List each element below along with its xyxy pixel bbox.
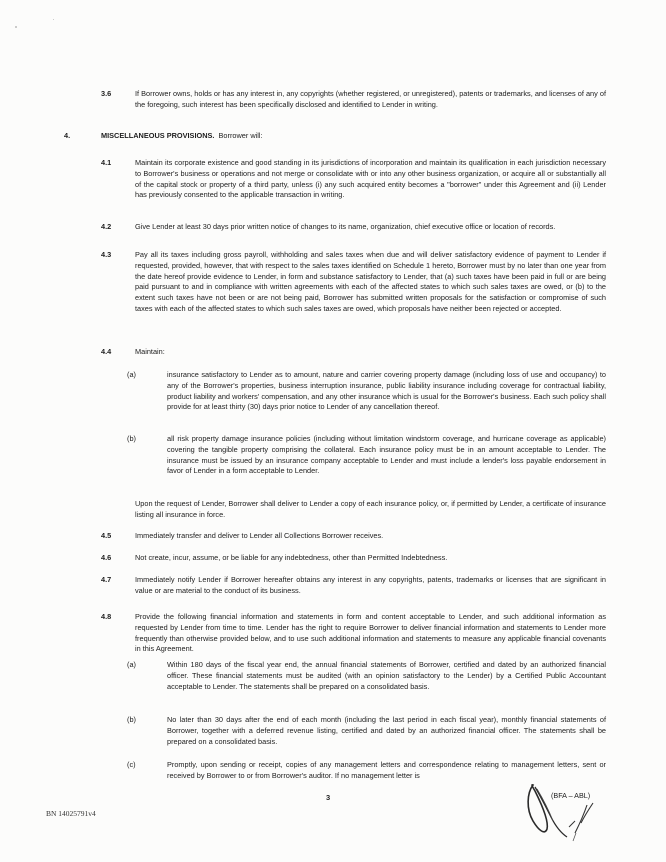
clause-closing-paragraph: Upon the request of Lender, Borrower shall deliver to Lender a copy of each insurance policy, or, if permitted by Lender, a certificate of insurance listing all insurance in force. bbox=[135, 499, 606, 519]
sub-item-text: all risk property damage insurance policies (including without limitation windstorm coverage, and hurricane coverage as applicable) covering the tangible property comprising the collateral. Each insurance policy must be in an amount acceptable to Lender. The insurance must be issued by an insurance company acceptable to Lender and must include a lender's loss payable endorsement in favor of Lender in a form acceptable to Lender. bbox=[167, 434, 606, 476]
clause-number: 4.3 bbox=[101, 250, 112, 259]
sub-item-label: (b) bbox=[127, 715, 136, 724]
scan-speck bbox=[15, 26, 17, 28]
sub-item-label: (a) bbox=[127, 660, 136, 669]
sub-item-text: No later than 30 days after the end of each month (including the last period in each fiscal year), monthly financial statements of Borrower, together with a deferred revenue listing, certified and dated by an authorized financial officer. The statements shall be prepared on a consolidated basis. bbox=[167, 715, 606, 746]
clause-text: Provide the following financial information and statements in form and content acceptable to Lender, and such additional information as requested by Lender from time to time. Lender has the right to require Borrower to deliver financial information and statements to Lender more frequently than otherwise provided below, and to use such additional information and statements to measure any applicable financial covenants in this Agreement. bbox=[135, 612, 606, 654]
clause-text: Immediately notify Lender if Borrower hereafter obtains any interest in any copyrights, patents, trademarks or licenses that are significant in value or are material to the conduct of its business. bbox=[135, 575, 606, 595]
sub-item-label: (c) bbox=[127, 760, 136, 769]
clause-text: Maintain its corporate existence and good standing in its jurisdictions of incorporation and maintain its qualification in each jurisdiction necessary to Borrower's business or operations and not merge or consolidate with or into any other business organization, or acquire all or substantially all of the capital stock or property of a third party, unless (i) any such acquired entity becomes a "borrower" under this Agreement and (ii) Lender has previously consented to the applicable transaction in writing. bbox=[135, 158, 606, 200]
signature-initials-icon bbox=[523, 781, 613, 847]
sub-item-text: insurance satisfactory to Lender as to amount, nature and carrier covering property damage (including loss of use and occupancy) to any of the Borrower's properties, business interruption insurance, public liability insurance including coverage for contractual liability, product liability and workers' compensation, and any other insurance which is usual for the Borrower's business. Each such policy shall provide for at least thirty (30) days prior notice to Lender of any cancellation thereof. bbox=[167, 370, 606, 412]
sub-item-label: (b) bbox=[127, 434, 136, 443]
scan-speck bbox=[53, 19, 54, 20]
clause-number: 4.6 bbox=[101, 553, 112, 562]
section-intro: Borrower will: bbox=[218, 131, 263, 140]
clause-number: 4.2 bbox=[101, 222, 112, 231]
sub-item-text: Promptly, upon sending or receipt, copies of any management letters and correspondence relating to management letters, sent or received by Borrower to or from Borrower's auditor. If no management letter is bbox=[167, 760, 606, 780]
document-id: BN 14025791v4 bbox=[46, 809, 96, 818]
clause-text: Maintain: bbox=[135, 347, 165, 356]
clause-text: Not create, incur, assume, or be liable for any indebtedness, other than Permitted Indebtedness. bbox=[135, 553, 448, 562]
section-title: MISCELLANEOUS PROVISIONS. bbox=[101, 131, 215, 140]
sub-item-label: (a) bbox=[127, 370, 136, 379]
clause-text: Immediately transfer and deliver to Lender all Collections Borrower receives. bbox=[135, 531, 384, 540]
page-number: 3 bbox=[326, 793, 331, 802]
sub-item-text: Within 180 days of the fiscal year end, the annual financial statements of Borrower, certified and dated by an authorized financial officer. These financial statements must be audited (with an opinion satisfactory to the Lender) by a Certified Public Accountant acceptable to Lender. The statements shall be prepared on a consolidated basis. bbox=[167, 660, 606, 691]
clause-number: 4.7 bbox=[101, 575, 112, 584]
clause-text: If Borrower owns, holds or has any interest in, any copyrights (whether registered, or unregistered), patents or trademarks, and licenses of any of the foregoing, such interest has been specifically disclosed and identified to Lender in writing. bbox=[135, 89, 606, 109]
clause-number: 3.6 bbox=[101, 89, 112, 98]
document-code: (BFA – ABL) bbox=[551, 791, 591, 800]
clause-number: 4.8 bbox=[101, 612, 112, 621]
section-number: 4. bbox=[64, 131, 71, 140]
clause-text: Give Lender at least 30 days prior written notice of changes to its name, organization, chief executive office or location of records. bbox=[135, 222, 556, 231]
clause-number: 4.4 bbox=[101, 347, 112, 356]
section-title-line bbox=[101, 131, 263, 142]
clause-number: 4.5 bbox=[101, 531, 112, 540]
clause-text: Pay all its taxes including gross payroll, withholding and sales taxes when due and will deliver satisfactory evidence of payment to Lender if requested, provided, however, that with respect to the sales taxes identified on Schedule 1 hereto, Borrower must by no later than one year from the date hereof provide evidence to Lender, in form and substance satisfactory to Lender, that (a) such taxes have been paid in full or are being paid pursuant to and in compliance with written agreements with each of the affected states to which such sales taxes are owed, or (b) to the extent such taxes have not been or are not being paid, Borrower has submitted written proposals for the satisfaction or compromise of such taxes with each of the affected states to which such sales taxes are owed, which proposals have neither been rejected or accepted. bbox=[135, 250, 606, 313]
clause-number: 4.1 bbox=[101, 158, 112, 167]
